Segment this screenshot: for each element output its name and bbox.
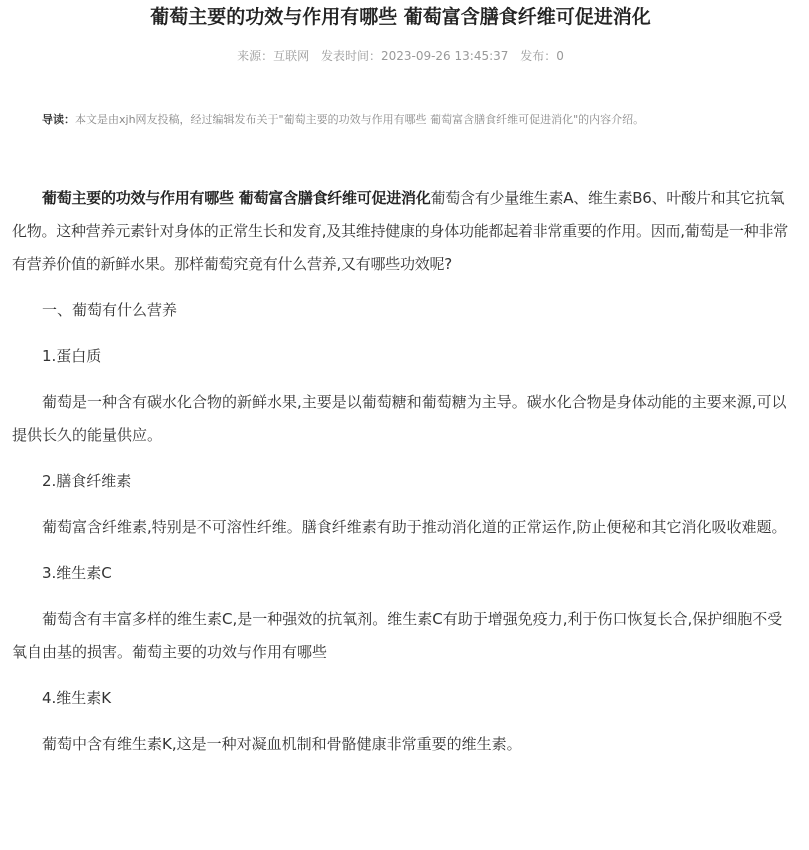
paragraph-vitamin-k: 葡萄中含有维生素K,这是一种对凝血机制和骨骼健康非常重要的维生素。 [42,735,522,753]
paragraph-protein: 葡萄是一种含有碳水化合物的新鲜水果,主要是以葡萄糖和葡萄糖为主导。碳水化合物是身体动能的主要来源,可以提供长久的能量供应。 [12,393,787,444]
intro-bold-title: 葡萄主要的功效与作用有哪些 葡萄富含膳食纤维可促进消化 [42,189,431,207]
paragraph-vitamin-c: 葡萄含有丰富多样的维生素C,是一种强效的抗氧剂。维生素C有助于增强免疫力,利于伤口恢复长合,保护细胞不受氧自由基的损害。葡萄主要的功效与作用有哪些 [12,610,783,661]
intro-text: 葡萄含有少量维生素A、维生素B6、叶酸片和其它抗氧化物。这种营养元素针对身体的正常生长和发育,及其维持健康的身体功能都起着非常重要的作用。因而,葡萄是一种非常有营养价值的新鲜水果。那样葡萄究竟有什么营养,又有哪些功效呢? [12,189,789,273]
lead-text: 本文是由xjh网友投稿，经过编辑发布关于"葡萄主要的功效与作用有哪些 葡萄富含膳食纤维可促进消化"的内容介绍。 [75,113,645,126]
publish-time: 发表时间：2023-09-26 13:45:37 [320,49,509,63]
article-content [12,182,789,761]
publish-count: 发布：0 [520,49,564,63]
intro-paragraph [12,182,789,281]
paragraph-fiber: 葡萄富含纤维素,特别是不可溶性纤维。膳食纤维素有助于推动消化道的正常运作,防止便秘和其它消化吸收难题。 [42,518,787,536]
source-label: 来源：互联网 [237,49,310,63]
lead-summary [12,110,789,130]
lead-label: 导读： [42,113,75,126]
subheading-vitamin-k: 4.维生素K [42,689,112,707]
subheading-protein: 1.蛋白质 [42,347,102,365]
section-heading-nutrition: 一、葡萄有什么营养 [42,301,178,319]
article-meta [12,46,789,66]
subheading-vitamin-c: 3.维生素C [42,564,112,582]
article-title: 葡萄主要的功效与作用有哪些 葡萄富含膳食纤维可促进消化 [150,6,651,28]
subheading-fiber: 2.膳食纤维素 [42,472,132,490]
